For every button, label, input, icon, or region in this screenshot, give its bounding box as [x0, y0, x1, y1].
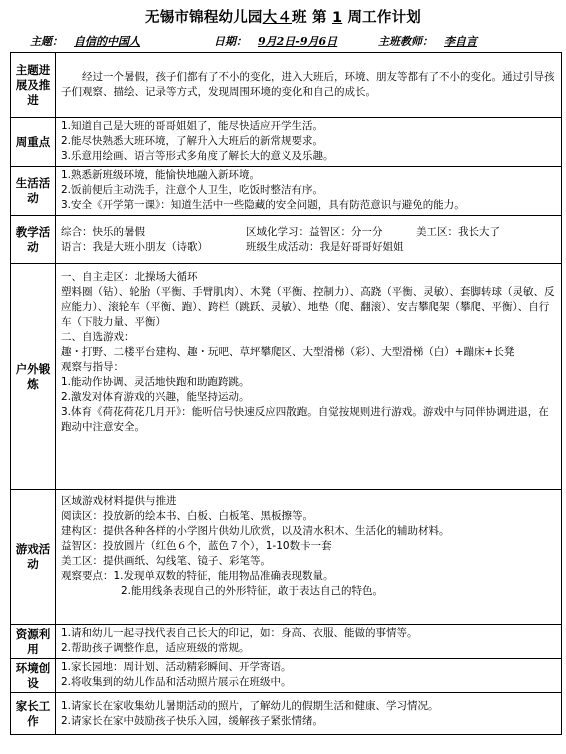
focus-item: 2.能尽快熟悉大班环境，了解升入大班后的新常规要求。	[61, 135, 324, 147]
row-focus	[11, 118, 562, 167]
row-label: 周重点	[11, 118, 56, 167]
row-label: 资源利用	[11, 625, 56, 659]
outdoor-line: 3.体育《荷花荷花几月开》：能听信号快速反应四散跑。自觉按规则进行游戏。游戏中与同伴协调进退，在跑动中注意安全。	[61, 406, 549, 433]
teacher-label: 主班教师：	[378, 35, 433, 48]
resource-item: 1.请和幼儿一起寻找代表自己长大的印记，如：身高、衣服、能做的事情等。	[61, 627, 418, 639]
meta-row	[0, 33, 566, 49]
row-environment	[11, 659, 562, 693]
date-value: 9月2日-9月6日	[258, 35, 338, 48]
outdoor-line: 二、自选游戏：	[61, 331, 135, 343]
theme-label: 主题：	[30, 35, 63, 48]
row-outdoor	[11, 264, 562, 490]
outdoor-line: 趣・打野、二楼平台建构、趣・玩吧、草坪攀爬区、大型滑梯（彩）、大型滑梯（白）+蹦床+长凳	[61, 346, 515, 358]
game-line: 阅读区：投放新的绘本书、白板、白板笔、黑板擦等。	[61, 510, 313, 522]
outdoor-line: 塑料圈（钻）、轮胎（平衡、手臂肌肉）、木凳（平衡、控制力）、高跷（平衡、灵敏）、套脚转球（灵敏、反应能力）、滚轮车（平衡、跑）、跨栏（跳跃、灵敏）、地垫（爬、翻滚）、安吉攀爬架（攀爬、平衡）、自行车（下肢力量、平衡）	[61, 286, 555, 328]
teaching-item: 班级生成活动：我是好哥哥好姐姐	[246, 240, 404, 253]
theme-value: 自信的中国人	[74, 35, 140, 48]
class-suffix: 班 第	[292, 10, 327, 26]
teaching-item: 区域化学习：益智区：分一分	[246, 225, 383, 238]
class-name: 大４	[262, 10, 293, 26]
row-label: 生活活动	[11, 167, 56, 216]
teacher-value: 李自言	[444, 35, 477, 48]
life-item: 2.饭前便后主动洗手，注意个人卫生，吃饭时整洁有序。	[61, 184, 324, 196]
title-prefix: 无锡市锦程幼儿园	[145, 10, 263, 26]
game-line: 观察要点：1.发现单双数的特征，能用物品准确表现数量。	[61, 570, 334, 582]
environment-item: 2.将收集到的幼儿作品和活动照片展示在班级中。	[61, 676, 292, 688]
row-resource	[11, 625, 562, 659]
life-item: 3.安全《开学第一课》：知道生活中一些隐藏的安全问题，具有防范意识与避免的能力。	[61, 199, 465, 211]
page-title	[0, 6, 566, 27]
row-teaching	[11, 216, 562, 264]
focus-item: 1.知道自己是大班的哥哥姐姐了，能尽快适应开学生活。	[61, 120, 324, 132]
resource-item: 2.帮助孩子调整作息，适应班级的常规。	[61, 642, 250, 654]
row-life	[11, 167, 562, 216]
plan-table	[10, 52, 562, 735]
game-line: 建构区：提供各种各样的小学图片供幼儿欣赏，以及清水积木、生活化的辅助材料。	[61, 525, 450, 537]
focus-item: 3.乐意用绘画、语言等形式多角度了解长大的意义及乐趣。	[61, 150, 334, 162]
row-label: 教学活动	[11, 216, 56, 264]
outdoor-line: 一、自主走区：北操场大循环	[61, 271, 198, 283]
date-label: 日期：	[214, 35, 247, 48]
teaching-item: 语言：我是大班小朋友（诗歌）	[61, 240, 208, 253]
game-line: 美工区：提供画纸、勾线笔、镜子、彩笔等。	[61, 555, 271, 567]
row-progress	[11, 53, 562, 118]
row-game	[11, 490, 562, 625]
parents-item: 2.请家长在家中鼓励孩子快乐入园，缓解孩子紧张情绪。	[61, 714, 324, 727]
progress-text: 经过一个暑假，孩子们都有了不小的变化，进入大班后，环境、朋友等都有了不小的变化。通过引导孩子们观察、描绘、记录等方式，发现周围环境的变化和自己的成长。	[61, 71, 555, 98]
row-label: 游戏活动	[11, 490, 56, 625]
week-number: 1	[331, 10, 343, 26]
row-label: 主题进展及推进	[11, 53, 56, 118]
parents-item: 1.请家长在家收集幼儿暑期活动的照片，了解幼儿的假期生活和健康、学习情况。	[61, 699, 439, 712]
outdoor-line: 观察与指导：	[61, 361, 124, 373]
game-line: 益智区：投放圆片（红色６个，蓝色７个），1-10数卡一套	[61, 540, 332, 552]
row-label: 家长工作	[11, 693, 56, 735]
game-line: 2.能用线条表现自己的外形特征，敢于表达自己的特色。	[121, 585, 384, 597]
life-item: 1.熟悉新班级环境，能愉快地融入新环境。	[61, 169, 261, 181]
teaching-item: 美工区：我长大了	[416, 225, 500, 238]
outdoor-line: 1.能动作协调、灵活地快跑和助跑跨跳。	[61, 376, 250, 388]
environment-item: 1.家长园地：周计划、活动精彩瞬间、开学寄语。	[61, 661, 292, 673]
row-label: 环境创设	[11, 659, 56, 693]
row-parents	[11, 693, 562, 735]
teaching-item: 综合：快乐的暑假	[61, 225, 145, 238]
row-label: 户外锻炼	[11, 264, 56, 490]
outdoor-line: 2.激发对体育游戏的兴趣，能坚持运动。	[61, 391, 250, 403]
game-line: 区域游戏材料提供与推进	[61, 495, 177, 507]
title-suffix: 周工作计划	[347, 10, 421, 26]
